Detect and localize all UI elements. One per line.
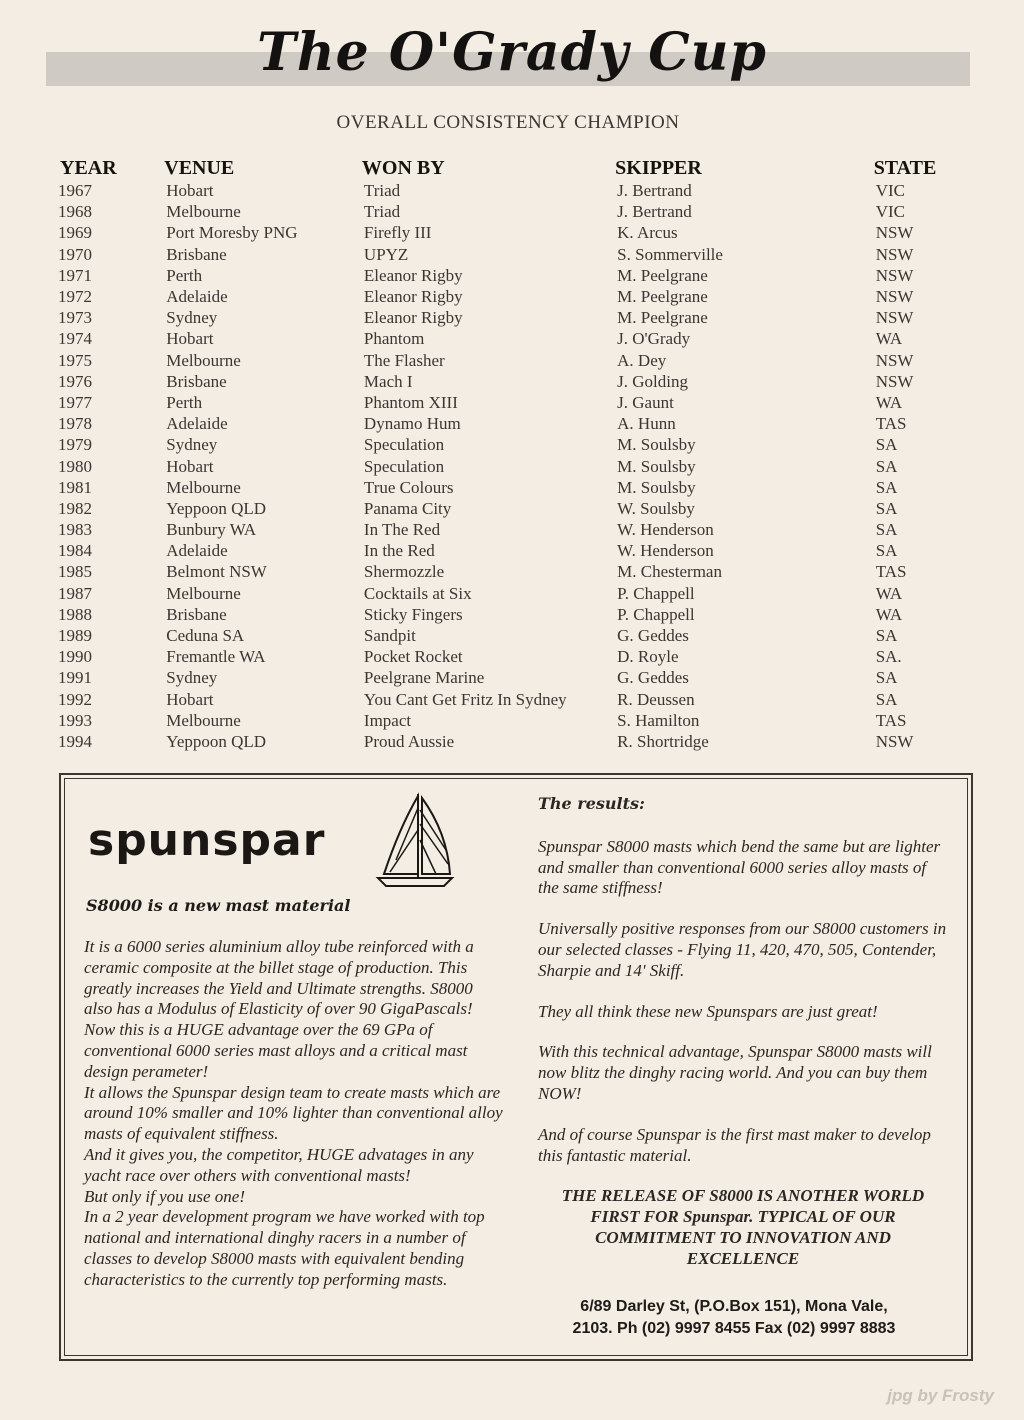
- cell-year: 1976: [58, 371, 92, 391]
- cell-state: WA: [875, 604, 903, 624]
- column-header-year: YEAR: [60, 157, 117, 179]
- table-row: [56, 392, 956, 413]
- cell-venue: Hobart: [166, 456, 214, 476]
- cell-state: WA: [875, 329, 903, 349]
- table-row: [56, 307, 956, 328]
- cell-year: 1983: [58, 520, 92, 540]
- cell-skipper: M. Peelgrane: [617, 287, 708, 307]
- results-heading: The results:: [538, 794, 645, 813]
- cell-skipper: K. Arcus: [617, 223, 678, 243]
- right-column: [538, 794, 948, 1290]
- cell-venue: Port Moresby PNG: [166, 223, 298, 243]
- column-header-venue: VENUE: [164, 157, 235, 179]
- table-row: [56, 561, 956, 582]
- page-subtitle: OVERALL CONSISTENCY CHAMPION: [336, 112, 680, 133]
- cell-year: 1969: [58, 223, 92, 243]
- table-row: [56, 413, 956, 434]
- table-row: [56, 604, 956, 625]
- cell-won-by: Shermozzle: [363, 562, 445, 582]
- cell-skipper: R. Shortridge: [617, 731, 709, 751]
- cell-skipper: D. Royle: [617, 647, 679, 667]
- cell-year: 1991: [58, 668, 92, 688]
- contact-address: [538, 1296, 930, 1340]
- cell-year: 1989: [58, 626, 92, 646]
- cell-won-by: Peelgrane Marine: [363, 668, 485, 688]
- cell-venue: Melbourne: [166, 477, 241, 497]
- table-row: [56, 710, 956, 731]
- left-paragraph: And it gives you, the competitor, HUGE advatages in any yacht race over others with conventional masts!: [84, 1144, 474, 1185]
- cell-year: 1968: [58, 202, 92, 222]
- cell-venue: Melbourne: [166, 710, 241, 730]
- cell-state: VIC: [875, 202, 905, 222]
- cell-state: SA: [875, 498, 898, 518]
- cell-skipper: S. Sommerville: [617, 244, 723, 264]
- cell-venue: Fremantle WA: [166, 647, 266, 667]
- table-row: [56, 667, 956, 688]
- cell-won-by: The Flasher: [363, 350, 445, 370]
- left-heading: S8000 is a new mast material: [86, 896, 351, 915]
- right-paragraph: Spunspar S8000 masts which bend the same but are lighter and smaller than conventional 6000 series alloy masts of the same stiffness!: [538, 836, 941, 898]
- cell-state: SA: [875, 435, 898, 455]
- table-row: [56, 477, 956, 498]
- cell-venue: Sydney: [166, 668, 218, 688]
- table-row: [56, 328, 956, 349]
- cell-state: SA: [875, 668, 898, 688]
- cell-state: TAS: [875, 710, 907, 730]
- cell-year: 1981: [58, 477, 92, 497]
- column-header-won-by: WON BY: [361, 157, 445, 179]
- table-row: [56, 519, 956, 540]
- cell-won-by: Sandpit: [363, 626, 416, 646]
- cell-won-by: Triad: [363, 181, 401, 201]
- cell-venue: Sydney: [166, 435, 218, 455]
- cell-state: NSW: [875, 308, 914, 328]
- cell-venue: Sydney: [166, 308, 218, 328]
- cell-skipper: M. Chesterman: [617, 562, 722, 582]
- cell-won-by: Sticky Fingers: [363, 604, 463, 624]
- cell-state: SA: [875, 689, 898, 709]
- cell-year: 1982: [58, 498, 92, 518]
- cell-won-by: Impact: [363, 710, 412, 730]
- cell-won-by: In the Red: [363, 541, 435, 561]
- cell-won-by: Firefly III: [363, 223, 432, 243]
- column-header-state: STATE: [873, 157, 937, 179]
- cell-skipper: M. Peelgrane: [617, 265, 708, 285]
- table-header-row: [56, 150, 956, 180]
- cell-skipper: S. Hamilton: [617, 710, 700, 730]
- table-row: [56, 180, 956, 201]
- table-row: [56, 244, 956, 265]
- cell-venue: Adelaide: [166, 287, 228, 307]
- cell-skipper: J. O'Grady: [617, 329, 691, 349]
- table-row: [56, 625, 956, 646]
- cell-state: WA: [875, 583, 903, 603]
- cell-won-by: Panama City: [363, 498, 452, 518]
- column-header-skipper: SKIPPER: [615, 157, 702, 179]
- cell-venue: Yeppoon QLD: [166, 731, 267, 751]
- cell-won-by: Phantom: [363, 329, 425, 349]
- cell-year: 1987: [58, 583, 92, 603]
- watermark: jpg by Frosty: [887, 1386, 994, 1405]
- cell-venue: Brisbane: [166, 604, 227, 624]
- cell-state: NSW: [875, 287, 914, 307]
- cell-skipper: J. Bertrand: [617, 181, 692, 201]
- cell-year: 1979: [58, 435, 92, 455]
- cell-state: NSW: [875, 265, 914, 285]
- left-body-text: [84, 937, 504, 1291]
- table-row: [56, 350, 956, 371]
- cell-state: TAS: [875, 562, 907, 582]
- brand-logo-text: spunspar: [88, 815, 326, 866]
- release-statement: THE RELEASE OF S8000 IS ANOTHER WORLD FIRST FOR Spunspar. TYPICAL OF OUR COMMITMENT TO INNOVATION AND EXCELLENCE: [561, 1186, 925, 1268]
- table-row: [56, 583, 956, 604]
- cell-won-by: True Colours: [363, 477, 454, 497]
- right-paragraph: They all think these new Spunspars are just great!: [538, 1001, 878, 1021]
- cell-state: TAS: [875, 414, 907, 434]
- cell-skipper: R. Deussen: [617, 689, 695, 709]
- cell-won-by: Triad: [363, 202, 401, 222]
- table-row: [56, 222, 956, 243]
- cell-venue: Hobart: [166, 181, 214, 201]
- cell-year: 1972: [58, 287, 92, 307]
- cell-state: SA: [875, 456, 898, 476]
- cell-venue: Melbourne: [166, 350, 241, 370]
- cell-won-by: Eleanor Rigby: [363, 308, 463, 328]
- cell-state: SA: [875, 541, 898, 561]
- cell-skipper: A. Dey: [617, 350, 667, 370]
- cell-venue: Melbourne: [166, 583, 241, 603]
- cell-won-by: Mach I: [363, 371, 413, 391]
- cell-state: NSW: [875, 350, 914, 370]
- cell-year: 1967: [58, 181, 92, 201]
- table-row: [56, 286, 956, 307]
- cell-year: 1978: [58, 414, 92, 434]
- cell-venue: Belmont NSW: [166, 562, 267, 582]
- cell-venue: Ceduna SA: [166, 626, 245, 646]
- cell-year: 1970: [58, 244, 92, 264]
- cell-skipper: A. Hunn: [617, 414, 676, 434]
- cell-venue: Hobart: [166, 689, 214, 709]
- cell-skipper: M. Soulsby: [617, 435, 696, 455]
- cell-year: 1985: [58, 562, 92, 582]
- cell-skipper: M. Peelgrane: [617, 308, 708, 328]
- left-paragraph: In a 2 year development program we have worked with top national and international dinghy racers in a number of classes to develop S8000 masts with equivalent bending characteristics to the currently top performing masts.: [84, 1207, 485, 1289]
- cell-skipper: J. Bertrand: [617, 202, 692, 222]
- cell-year: 1975: [58, 350, 92, 370]
- cell-won-by: Phantom XIII: [363, 392, 458, 412]
- cell-venue: Bunbury WA: [166, 520, 257, 540]
- right-paragraph: With this technical advantage, Spunspar S8000 masts will now blitz the dinghy racing world. And you can buy them NOW!: [538, 1042, 932, 1103]
- cell-year: 1974: [58, 329, 92, 349]
- cell-won-by: Speculation: [363, 435, 445, 455]
- right-paragraph: Universally positive responses from our S8000 customers in our selected classes - Flying 11, 420, 470, 505, Contender, Sharpie and 14' Skiff.: [538, 919, 947, 980]
- cell-year: 1971: [58, 265, 92, 285]
- page-title: The O'Grady Cup: [257, 22, 767, 83]
- table-row: [56, 201, 956, 222]
- cell-venue: Perth: [166, 265, 203, 285]
- cell-won-by: UPYZ: [363, 244, 409, 264]
- cell-year: 1992: [58, 689, 92, 709]
- cell-state: NSW: [875, 244, 914, 264]
- right-paragraph: And of course Spunspar is the first mast maker to develop this fantastic material.: [538, 1124, 931, 1165]
- cell-won-by: Cocktails at Six: [363, 583, 472, 603]
- cell-skipper: G. Geddes: [617, 626, 689, 646]
- table-row: [56, 731, 956, 752]
- cell-skipper: W. Soulsby: [617, 498, 695, 518]
- cell-state: VIC: [875, 181, 905, 201]
- cell-year: 1984: [58, 541, 92, 561]
- cell-state: SA: [875, 520, 898, 540]
- cell-year: 1988: [58, 604, 92, 624]
- left-paragraph: Now this is a HUGE advantage over the 69 GPa of conventional 6000 series mast alloys and a critical mast design perameter!: [84, 1020, 468, 1081]
- table-row: [56, 689, 956, 710]
- table-row: [56, 498, 956, 519]
- cell-state: SA: [875, 477, 898, 497]
- table-row: [56, 540, 956, 561]
- results-table: [56, 150, 956, 752]
- cell-year: 1977: [58, 392, 92, 412]
- table-row: [56, 371, 956, 392]
- cell-won-by: Speculation: [363, 456, 445, 476]
- cell-state: WA: [875, 392, 903, 412]
- sailboat-icon: [374, 790, 456, 890]
- left-paragraph: It is a 6000 series aluminium alloy tube reinforced with a ceramic composite at the billet stage of production. This greatly increases the Yield and Ultimate strengths. S8000 also has a Modulus of Elasticity of over 90 GigaPascals!: [84, 937, 474, 1019]
- cell-state: SA: [875, 626, 898, 646]
- cell-state: SA.: [875, 647, 902, 667]
- cell-year: 1973: [58, 308, 92, 328]
- address-line: 6/89 Darley St, (P.O.Box 151), Mona Vale,: [580, 1298, 888, 1315]
- cell-venue: Hobart: [166, 329, 214, 349]
- cell-year: 1990: [58, 647, 92, 667]
- cell-skipper: J. Gaunt: [617, 392, 674, 412]
- cell-won-by: You Cant Get Fritz In Sydney: [363, 689, 567, 709]
- cell-state: NSW: [875, 371, 914, 391]
- cell-year: 1980: [58, 456, 92, 476]
- cell-year: 1993: [58, 710, 92, 730]
- cell-won-by: Proud Aussie: [363, 731, 455, 751]
- cell-venue: Yeppoon QLD: [166, 498, 267, 518]
- cell-skipper: W. Henderson: [617, 520, 714, 540]
- cell-won-by: Pocket Rocket: [363, 647, 463, 667]
- address-line: 2103. Ph (02) 9997 8455 Fax (02) 9997 8883: [572, 1320, 896, 1337]
- cell-venue: Brisbane: [166, 371, 227, 391]
- cell-skipper: W. Henderson: [617, 541, 714, 561]
- cell-year: 1994: [58, 731, 92, 751]
- table-row: [56, 434, 956, 455]
- table-body: [56, 180, 956, 752]
- table-row: [56, 265, 956, 286]
- cell-skipper: P. Chappell: [617, 583, 695, 603]
- cell-venue: Adelaide: [166, 541, 228, 561]
- cell-skipper: J. Golding: [617, 371, 688, 391]
- cell-won-by: Eleanor Rigby: [363, 287, 463, 307]
- table-row: [56, 455, 956, 476]
- cell-skipper: M. Soulsby: [617, 456, 696, 476]
- cell-venue: Perth: [166, 392, 203, 412]
- cell-venue: Melbourne: [166, 202, 241, 222]
- cell-state: NSW: [875, 223, 914, 243]
- cell-won-by: In The Red: [363, 520, 441, 540]
- cell-skipper: P. Chappell: [617, 604, 695, 624]
- cell-venue: Brisbane: [166, 244, 227, 264]
- cell-venue: Adelaide: [166, 414, 228, 434]
- table-row: [56, 646, 956, 667]
- left-paragraph: But only if you use one!: [84, 1186, 245, 1206]
- cell-won-by: Dynamo Hum: [363, 414, 461, 434]
- cell-skipper: M. Soulsby: [617, 477, 696, 497]
- cell-won-by: Eleanor Rigby: [363, 265, 463, 285]
- cell-skipper: G. Geddes: [617, 668, 689, 688]
- left-paragraph: It allows the Spunspar design team to create masts which are around 10% smaller and 10% lighter than conventional alloy masts of equivalent stiffness.: [84, 1082, 503, 1144]
- cell-state: NSW: [875, 731, 914, 751]
